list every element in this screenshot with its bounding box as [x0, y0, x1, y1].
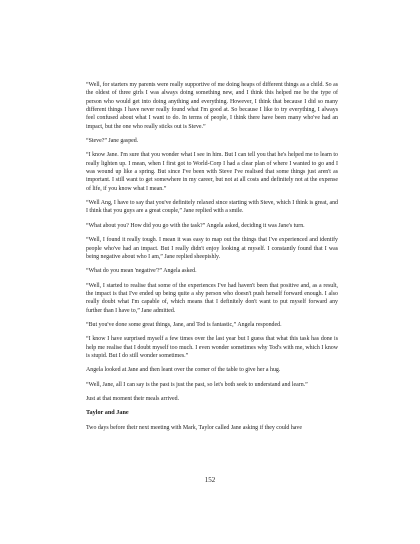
paragraph: “Well Ang, I have to say that you've definitely relaxed since starting with Steve, which I think is great, and I think that you guys are a great couple,” Jane replied with a smile. [86, 200, 338, 215]
paragraph: “Well, I started to realise that some of the experiences I've had haven't been that positive and, as a result, the impact is that I've ended up being quite a shy person who doesn't push herself forward enough. I also really doubt what I'm capable of, which means that I definitely don't want to put myself forward any further than I have to,” Jane admitted. [86, 282, 338, 314]
page-number: 152 [204, 476, 216, 484]
paragraph: “What do you mean 'negative'?” Angela asked. [86, 268, 197, 275]
paragraph: “Steve?” Jane gasped. [86, 138, 139, 145]
paragraph: Angela looked at Jane and then leant over the corner of the table to give her a hug. [86, 367, 281, 374]
section-heading: Taylor and Jane [86, 409, 129, 417]
paragraph: “I know Jane. I'm sure that you wonder what I see in him. But I can tell you that he's helped me to learn to really lighten up. I mean, when I first got to World-Corp I had a clear plan of where I wanted to go and I was wound up like a spring. But since I've been with Steve I've realised that some things just aren't as important. I still want to get somewhere in my career, but not at all costs and definitely not at the expense of life, if you know what I mean.” [86, 152, 338, 192]
paragraph: Just at that moment their meals arrived. [86, 395, 180, 402]
paragraph: Two days before their next meeting with Mark, Taylor called Jane asking if they could have [86, 424, 302, 431]
book-page [86, 81, 338, 438]
paragraph: “What about you? How did you go with the task?” Angela asked, deciding it was Jane's turn. [86, 222, 305, 229]
paragraph: “Well, I found it really tough. I mean it was easy to map out the things that I've experienced and identify people who've had an impact. But I really didn't enjoy looking at myself. I constantly found that I was being negative about who I am,” Jane replied sheepishly. [86, 237, 338, 260]
paragraph: “Well, for starters my parents were really supportive of me doing heaps of different things as a child. So as the oldest of three girls I was always doing something new, and I think this helped me be the type of person who would get into doing anything and everything. However, I think that because I did so many different things I have never really found what I'm good at. So because I like to try everything, I always feel confused about what I want to do. In terms of people, I think there have been many who've had an impact, but the one who really sticks out is Steve.” [86, 82, 338, 130]
paragraph: “Well, Jane, all I can say is the past is just the past, so let's both seek to understand and learn.” [86, 381, 308, 388]
paragraph: “I know I have surprised myself a few times over the last year but I guess that what this task has done is help me realise that I doubt myself too much. I even wonder sometimes why Tod's with me, which I know is stupid. But I do still wonder sometimes.” [86, 336, 338, 359]
paragraph: “But you've done some great things, Jane, and Tod is fantastic,” Angela responded. [86, 321, 282, 328]
